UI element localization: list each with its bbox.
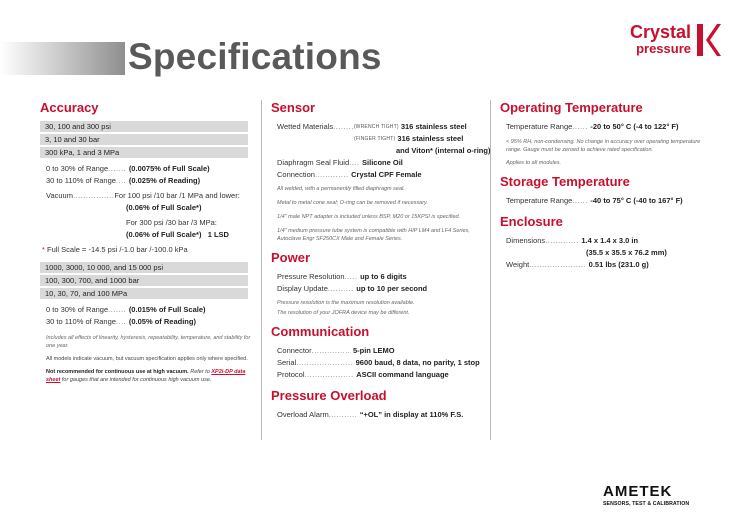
xp2i-dp-datasheet-link[interactable]: XP2i-DP data sheet <box>46 369 246 383</box>
enclosure-heading: Enclosure <box>500 214 563 229</box>
header-gradient-bar <box>0 42 125 75</box>
operating-temp-heading: Operating Temperature <box>500 100 643 115</box>
spec-row: Diaphragm Seal Fluid .... Silicone Oil <box>277 158 403 167</box>
sensor-note: 1/4" medium pressure tube system is compatible with HIP LM4 and LF4 Series, Autoclave Engr SF250CX Male and Female Series. <box>277 228 470 242</box>
overload-heading: Pressure Overload <box>271 388 387 403</box>
power-note: The resolution of your JOFRA device may be different. <box>277 310 410 316</box>
crystal-k-mark-icon <box>695 24 721 56</box>
range-band: 1000, 3000, 10 000, and 15 000 psi <box>40 262 248 273</box>
range-band: 300 kPa, 1 and 3 MPa <box>40 147 248 158</box>
spec-row: Dimensions ............. 1.4 x 1.4 x 3.0 in <box>506 236 639 245</box>
sensor-note: All welded, with a permanently filled diaphragm seal. <box>277 186 405 192</box>
accuracy-heading: Accuracy <box>40 100 99 115</box>
operating-note: < 95% RH, non-condensing. No change in accuracy over operating temperature range. Gauge must be zeroed to achieve rated specification. <box>506 139 701 153</box>
spec-row: Temperature Range ...... -40 to 75° C (-40 to 167° F) <box>506 196 683 205</box>
spec-row: Temperature Range ...... -20 to 50° C (-4 to 122° F) <box>506 122 679 131</box>
environment-column <box>500 100 712 271</box>
spec-row: For 300 psi /30 bar /3 MPa: <box>126 218 217 227</box>
range-band: 10, 30, 70, and 100 MPa <box>40 288 248 299</box>
spec-row: Connector ............... 5-pin LEMO <box>277 346 395 355</box>
sensor-heading: Sensor <box>271 100 316 115</box>
spec-row: Weight ...................... 0.51 lbs (231.0 g) <box>506 260 649 269</box>
accuracy-note: Not recommended for continuous use at high vacuum. Refer to XP2i-DP data sheet for gauges that are intended for continuous high vacuum use. <box>46 369 246 383</box>
spec-row: 30 to 110% of Range .... (0.025% of Reading) <box>46 176 201 185</box>
spec-row: Serial ...................... 9600 baud, 8 data, no parity, 1 stop <box>277 358 480 367</box>
spec-row: 0 to 30% of Range ....... (0.015% of Full Scale) <box>46 305 206 314</box>
spec-row: 30 to 110% of Range .... (0.05% of Reading) <box>46 317 196 326</box>
logo-line2: pressure <box>636 41 691 56</box>
spec-row: Display Update .......... up to 10 per second <box>277 284 428 293</box>
storage-temp-heading: Storage Temperature <box>500 174 630 189</box>
spec-row: Wetted Materials ........ (WRENCH TIGHT) 316 stainless steel <box>277 122 467 131</box>
communication-heading: Communication <box>271 324 370 339</box>
sensor-note: Metal to metal cone seal; O-ring can be removed if necessary. <box>277 200 428 206</box>
spec-row: Vacuum ................ For 100 psi /10 bar /1 MPa and lower: <box>46 191 240 200</box>
full-scale-note: * Full Scale = -14.5 psi /-1.0 bar /-100.0 kPa <box>42 245 188 254</box>
accuracy-note: Includes all effects of linearity, hysteresis, repeatability, temperature, and stability for one year. <box>46 335 251 349</box>
ametek-brand: AMETEK <box>603 483 673 500</box>
spec-row: (35.5 x 35.5 x 76.2 mm) <box>586 248 667 257</box>
spec-row: (FINGER TIGHT) 316 stainless steel <box>354 134 464 143</box>
crystal-pressure-logo <box>601 22 721 60</box>
logo-line1: Crystal <box>629 22 691 42</box>
range-band: 100, 300, 700, and 1000 bar <box>40 275 248 286</box>
sensor-note: 1/4" male NPT adapter is included unless BSP, M20 or 15KPSI is specified. <box>277 214 461 220</box>
range-band: 30, 100 and 300 psi <box>40 121 248 132</box>
page-title: Specifications <box>128 36 382 77</box>
accuracy-note: All models indicate vacuum, but vacuum specification applies only where specified. <box>46 356 248 362</box>
power-note: Pressure resolution is the maximum resolution available. <box>277 300 415 306</box>
spec-row: Overload Alarm ........... “+OL” in display at 110% F.S. <box>277 410 464 419</box>
ametek-logo <box>603 483 713 513</box>
column-divider <box>261 100 262 440</box>
sensor-column <box>271 100 491 421</box>
operating-note: Applies to all modules. <box>506 160 562 166</box>
range-band: 3, 10 and 30 bar <box>40 134 248 145</box>
spec-row: Pressure Resolution ..... up to 6 digits <box>277 272 407 281</box>
power-heading: Power <box>271 250 311 265</box>
spec-row: and Viton* (internal o-ring) <box>396 146 491 155</box>
spec-row: 0 to 30% of Range ....... (0.0075% of Full Scale) <box>46 164 210 173</box>
spec-row: (0.06% of Full Scale * ) 1 LSD <box>126 230 229 239</box>
ametek-tagline: SENSORS, TEST & CALIBRATION <box>603 501 690 507</box>
spec-row: (0.06% of Full Scale * ) <box>126 203 202 212</box>
spec-row: Connection ............. Crystal CPF Female <box>277 170 422 179</box>
spec-row: Protocol ................... ASCII command language <box>277 370 449 379</box>
accuracy-column <box>40 100 252 384</box>
